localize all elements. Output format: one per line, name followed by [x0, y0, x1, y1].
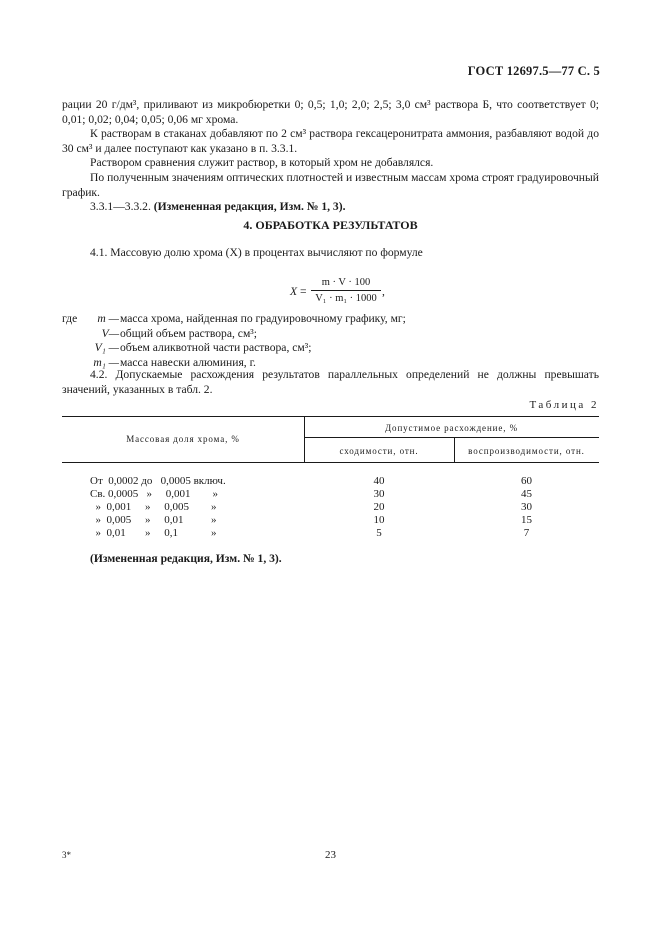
table-cell-reproducibility: 30	[521, 501, 532, 513]
section-heading: 4. ОБРАБОТКА РЕЗУЛЬТАТОВ	[243, 218, 418, 232]
formula-lhs: X	[290, 285, 298, 298]
table-header-rule	[62, 462, 599, 463]
table-cell-range: Св. 0,0005 » 0,001 »	[90, 488, 219, 500]
paragraph-calibration: По полученным значениям оптических плотностей и известным массам хрома строят градуировочный график.	[62, 171, 599, 199]
definition-symbol: V—	[101, 326, 119, 340]
paragraph-amendment	[62, 200, 599, 215]
paragraph-4-1: 4.1. Массовую долю хрома (X) в процентах вычисляют по формуле	[90, 246, 423, 259]
formula-denominator: V₁ · m₁ · 1000	[315, 293, 377, 304]
formula-equals: =	[300, 285, 307, 298]
table-cell-repeatability: 40	[373, 475, 385, 487]
tolerance-table	[62, 416, 599, 539]
where-label: где	[62, 312, 78, 325]
table-cell-reproducibility: 60	[521, 475, 532, 487]
formula-comma: ,	[382, 285, 385, 298]
definition-symbol: m —	[97, 312, 119, 325]
definition-row	[62, 327, 599, 342]
paragraph-reference: Раствором сравнения служит раствор, в который хром не добавлялся.	[90, 156, 434, 169]
table-cell-reproducibility: 45	[521, 488, 532, 500]
table-row	[62, 487, 599, 500]
amendment-note-bottom: (Измененная редакция, Изм. № 1, 3).	[90, 552, 282, 565]
table-header-tolerance: Допустимое расхождение, %	[385, 423, 518, 433]
definition-symbol: V₁ —	[94, 341, 119, 355]
definition-row	[62, 341, 599, 356]
table-caption: Таблица 2	[529, 399, 599, 411]
table-header-mass-fraction: Массовая доля хрома, %	[126, 434, 240, 444]
table-cell-range: От 0,0002 до 0,0005 включ.	[90, 475, 226, 487]
table-cell-repeatability: 30	[373, 488, 385, 500]
paragraph-4-2: 4.2. Допускаемые расхождения результатов параллельных определений не должны превышать значений, указанных в табл. 2.	[62, 368, 599, 396]
table-cell-repeatability: 10	[373, 514, 385, 526]
table-row	[62, 474, 599, 487]
amendment-note: (Измененная редакция, Изм. № 1, 3).	[153, 200, 346, 213]
table-cell-range: » 0,01 » 0,1 »	[90, 527, 217, 539]
definition-text: общий объем раствора, см³;	[120, 326, 257, 340]
paragraph-reagents: К растворам в стаканах добавляют по 2 см³ раствора гексацеронитрата аммония, разбавляют водой до 30 см³ и далее поступают как указано в п. 3.3.1.	[62, 127, 599, 155]
table-cell-repeatability: 5	[376, 527, 382, 539]
formula-fraction	[311, 276, 381, 305]
definition-text: объем аликвотной части раствора, см³;	[120, 341, 312, 355]
footnote-mark: 3*	[62, 850, 71, 860]
table-header-reproducibility: воспроизводимости, отн.	[468, 446, 585, 456]
page-number: 23	[325, 849, 336, 861]
formula-numerator: m · V · 100	[311, 276, 381, 291]
table-cell-range: » 0,005 » 0,01 »	[90, 514, 217, 526]
formula	[262, 276, 462, 310]
table-header-repeatability: сходимости, отн.	[339, 446, 419, 456]
amendment-clause: 3.3.1—3.3.2.	[90, 200, 151, 213]
table-row	[62, 500, 599, 513]
paragraph-continuation: рации 20 г/дм³, приливают из микробюретки 0; 0,5; 1,0; 2,0; 2,5; 3,0 см³ раствора Б, что соответствует 0; 0,01; 0,02; 0,04; 0,05; 0,06 мг хрома.	[62, 98, 599, 126]
definition-text: масса навески алюминия, г.	[120, 355, 256, 369]
variable-definitions	[62, 312, 599, 370]
table-cell-reproducibility: 15	[521, 514, 532, 526]
definition-symbol: m₁ —	[93, 355, 119, 369]
definition-row	[62, 312, 599, 327]
table-cell-reproducibility: 7	[523, 527, 530, 539]
definition-text: масса хрома, найденная по градуировочному графику, мг;	[120, 312, 406, 325]
table-cell-range: » 0,001 » 0,005 »	[90, 501, 217, 513]
table-top-rule	[62, 416, 599, 417]
table-subheader-rule	[304, 437, 599, 438]
table-row	[62, 526, 599, 539]
table-cell-repeatability: 20	[373, 501, 385, 513]
table-row	[62, 513, 599, 526]
page-header: ГОСТ 12697.5—77 С. 5	[467, 64, 600, 78]
